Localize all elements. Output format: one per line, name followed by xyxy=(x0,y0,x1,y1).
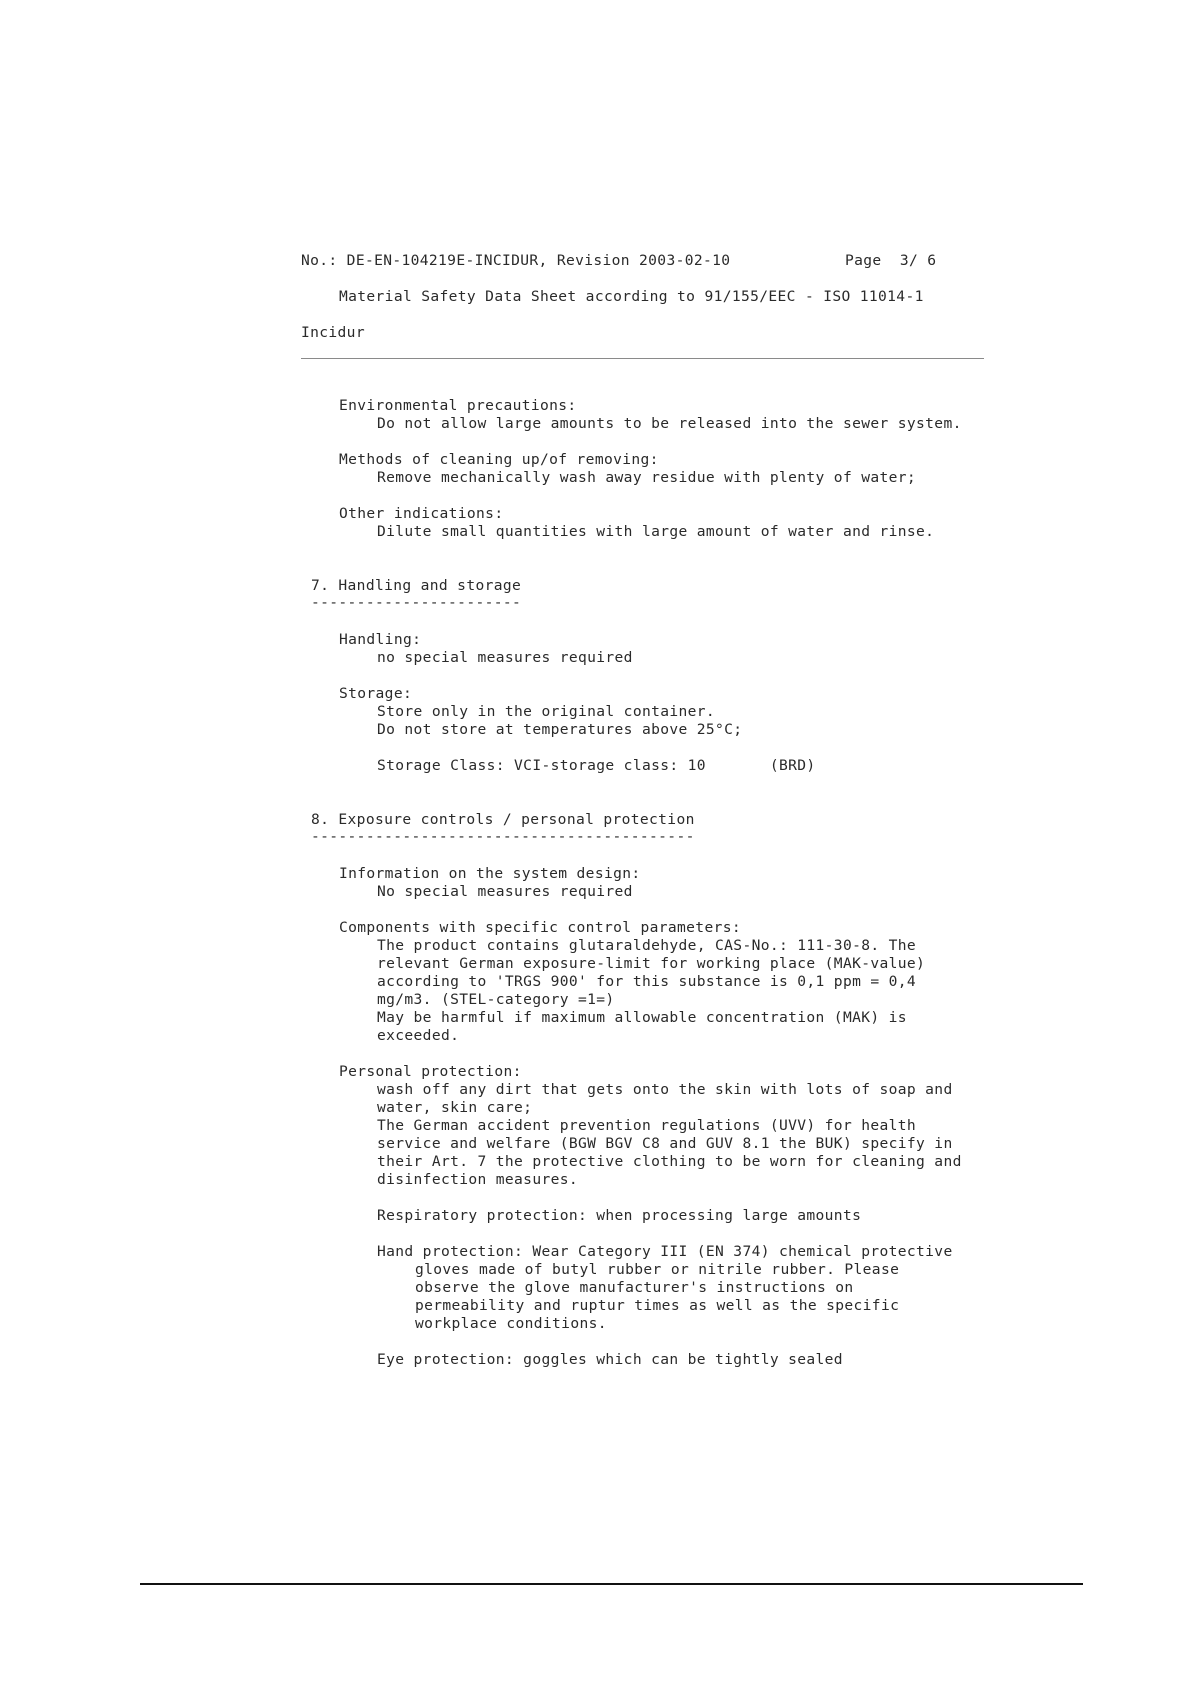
respiratory-protection: Respiratory protection: when processing large amounts xyxy=(377,1207,862,1224)
hand-protection-line: workplace conditions. xyxy=(415,1315,607,1332)
document-subtitle: Material Safety Data Sheet according to 91/155/EEC - ISO 11014-1 xyxy=(339,288,924,305)
product-name: Incidur xyxy=(301,324,365,341)
footer-divider xyxy=(140,1583,1083,1585)
handling-label: Handling: xyxy=(339,631,422,648)
personal-protection-line: disinfection measures. xyxy=(377,1171,578,1188)
control-parameters-label: Components with specific control parameters: xyxy=(339,919,741,936)
environmental-precautions-text: Do not allow large amounts to be released into the sewer system. xyxy=(377,415,962,432)
section-8-underline: ------------------------------------------ xyxy=(311,828,695,845)
section-7-underline: ----------------------- xyxy=(311,594,522,611)
handling-text: no special measures required xyxy=(377,649,633,666)
section-7-heading: 7. Handling and storage xyxy=(311,577,522,594)
document-number: No.: DE-EN-104219E-INCIDUR, Revision 2003-02-10 xyxy=(301,252,731,269)
control-parameters-line: relevant German exposure-limit for working place (MAK-value) xyxy=(377,955,926,972)
environmental-precautions-label: Environmental precautions: xyxy=(339,397,577,414)
personal-protection-label: Personal protection: xyxy=(339,1063,522,1080)
control-parameters-line: mg/m3. (STEL-category =1=) xyxy=(377,991,615,1008)
hand-protection-line: gloves made of butyl rubber or nitrile rubber. Please xyxy=(415,1261,900,1278)
other-indications-text: Dilute small quantities with large amount of water and rinse. xyxy=(377,523,935,540)
hand-protection: Hand protection: Wear Category III (EN 374) chemical protective xyxy=(377,1243,953,1260)
personal-protection-line: The German accident prevention regulations (UVV) for health xyxy=(377,1117,917,1134)
page-indicator: Page 3/ 6 xyxy=(845,252,937,269)
storage-label: Storage: xyxy=(339,685,413,702)
system-design-label: Information on the system design: xyxy=(339,865,641,882)
control-parameters-line: May be harmful if maximum allowable concentration (MAK) is xyxy=(377,1009,907,1026)
cleaning-methods-text: Remove mechanically wash away residue with plenty of water; xyxy=(377,469,917,486)
storage-text-2: Do not store at temperatures above 25°C; xyxy=(377,721,743,738)
hand-protection-line: permeability and ruptur times as well as the specific xyxy=(415,1297,900,1314)
personal-protection-line: wash off any dirt that gets onto the skin with lots of soap and xyxy=(377,1081,953,1098)
system-design-text: No special measures required xyxy=(377,883,633,900)
storage-class: Storage Class: VCI-storage class: 10 (BRD) xyxy=(377,757,816,774)
control-parameters-line: exceeded. xyxy=(377,1027,460,1044)
section-8-heading: 8. Exposure controls / personal protection xyxy=(311,811,695,828)
storage-text-1: Store only in the original container. xyxy=(377,703,716,720)
cleaning-methods-label: Methods of cleaning up/of removing: xyxy=(339,451,659,468)
personal-protection-line: water, skin care; xyxy=(377,1099,533,1116)
header-divider xyxy=(301,358,984,359)
eye-protection: Eye protection: goggles which can be tightly sealed xyxy=(377,1351,843,1368)
other-indications-label: Other indications: xyxy=(339,505,504,522)
personal-protection-line: service and welfare (BGW BGV C8 and GUV 8.1 the BUK) specify in xyxy=(377,1135,953,1152)
personal-protection-line: their Art. 7 the protective clothing to be worn for cleaning and xyxy=(377,1153,962,1170)
control-parameters-line: according to 'TRGS 900' for this substance is 0,1 ppm = 0,4 xyxy=(377,973,917,990)
control-parameters-line: The product contains glutaraldehyde, CAS-No.: 111-30-8. The xyxy=(377,937,917,954)
hand-protection-line: observe the glove manufacturer's instructions on xyxy=(415,1279,854,1296)
